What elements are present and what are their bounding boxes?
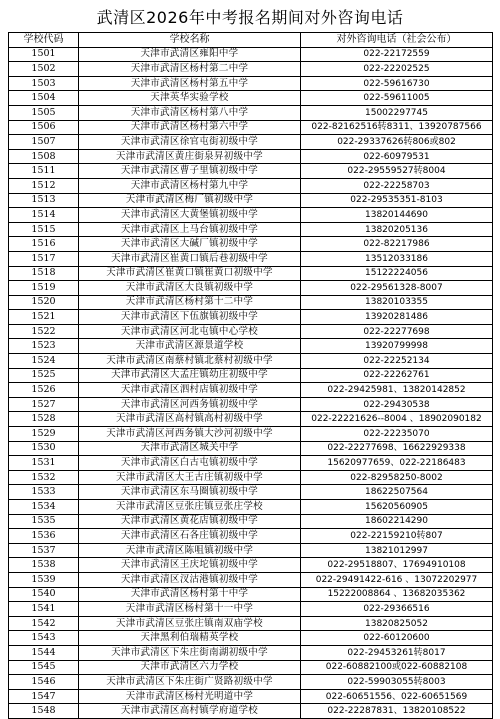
table-row bbox=[9, 529, 493, 544]
phone-cell: 022-22202525 bbox=[301, 62, 493, 77]
school-code-cell: 1529 bbox=[9, 427, 79, 442]
school-name-cell: 天津市武清区南蔡村镇北蔡村初级中学 bbox=[79, 354, 301, 369]
school-code-cell: 1512 bbox=[9, 178, 79, 193]
school-name-cell: 天津市武清区杨村第九中学 bbox=[79, 178, 301, 193]
school-name-cell: 天津市武清区高村镇学府道学校 bbox=[79, 704, 301, 719]
school-name-cell: 天津市武清区河西务镇大沙河初级中学 bbox=[79, 427, 301, 442]
school-code-cell: 1502 bbox=[9, 62, 79, 77]
school-code-cell: 1548 bbox=[9, 704, 79, 719]
phone-cell: 15122224056 bbox=[301, 266, 493, 281]
phone-cell: 022-29430538 bbox=[301, 397, 493, 412]
school-code-cell: 1533 bbox=[9, 485, 79, 500]
phone-cell: 15620560905 bbox=[301, 500, 493, 515]
school-name-cell: 天津市武清区汊沽港镇初级中学 bbox=[79, 572, 301, 587]
school-name-cell: 天津市武清区杨村光明道中学 bbox=[79, 689, 301, 704]
phone-cell: 13920281486 bbox=[301, 310, 493, 325]
phone-cell: 13820144690 bbox=[301, 208, 493, 223]
phone-cell: 13512033186 bbox=[301, 251, 493, 266]
phone-cell: 022-22159210转807 bbox=[301, 529, 493, 544]
phone-cell: 022-22172559 bbox=[301, 47, 493, 62]
school-code-cell: 1523 bbox=[9, 339, 79, 354]
school-name-cell: 天津市武清区杨村第十一中学 bbox=[79, 602, 301, 617]
table-row bbox=[9, 689, 493, 704]
table-row bbox=[9, 602, 493, 617]
school-code-cell: 1534 bbox=[9, 500, 79, 515]
table-row bbox=[9, 62, 493, 77]
school-name-cell: 天津英华实验学校 bbox=[79, 91, 301, 106]
school-name-cell: 天津市武清区白古屯镇初级中学 bbox=[79, 456, 301, 471]
school-name-cell: 天津市武清区下朱庄街广贤路初级中学 bbox=[79, 675, 301, 690]
school-code-cell: 1503 bbox=[9, 76, 79, 91]
school-name-cell: 天津市武清区王庆坨镇初级中学 bbox=[79, 558, 301, 573]
school-code-cell: 1517 bbox=[9, 251, 79, 266]
school-name-cell: 天津市武清区曹子里镇初级中学 bbox=[79, 164, 301, 179]
table-row bbox=[9, 645, 493, 660]
school-code-cell: 1515 bbox=[9, 222, 79, 237]
school-name-cell: 天津市武清区崔黄口镇崔黄口初级中学 bbox=[79, 266, 301, 281]
phone-cell: 022-59903055转8003 bbox=[301, 675, 493, 690]
phone-cell: 022-82958250-8002 bbox=[301, 470, 493, 485]
table-row bbox=[9, 456, 493, 471]
school-name-cell: 天津市武清区杨村第十二中学 bbox=[79, 295, 301, 310]
school-name-cell: 天津市武清区源景道学校 bbox=[79, 339, 301, 354]
school-name-cell: 天津市武清区杨村第八中学 bbox=[79, 105, 301, 120]
phone-cell: 15620977659、022-22186483 bbox=[301, 456, 493, 471]
phone-cell: 022-29491422-616 、13072202977 bbox=[301, 572, 493, 587]
school-name-cell: 天津市武清区下伍旗镇初级中学 bbox=[79, 310, 301, 325]
school-name-cell: 天津市武清区杨村第五中学 bbox=[79, 76, 301, 91]
table-row bbox=[9, 222, 493, 237]
school-name-cell: 天津市武清区大孟庄镇幼庄初级中学 bbox=[79, 368, 301, 383]
school-code-cell: 1532 bbox=[9, 470, 79, 485]
phone-cell: 13920799998 bbox=[301, 339, 493, 354]
school-code-cell: 1546 bbox=[9, 675, 79, 690]
phone-cell: 18602214290 bbox=[301, 514, 493, 529]
school-code-cell: 1531 bbox=[9, 456, 79, 471]
school-code-cell: 1547 bbox=[9, 689, 79, 704]
table-body bbox=[9, 47, 493, 718]
table-row bbox=[9, 383, 493, 398]
school-name-cell: 天津市武清区城关中学 bbox=[79, 441, 301, 456]
school-code-cell: 1501 bbox=[9, 47, 79, 62]
table-row bbox=[9, 485, 493, 500]
school-code-cell: 1514 bbox=[9, 208, 79, 223]
header-school-name: 学校名称 bbox=[79, 33, 301, 48]
school-code-cell: 1544 bbox=[9, 645, 79, 660]
phone-cell: 022-22258703 bbox=[301, 178, 493, 193]
school-code-cell: 1528 bbox=[9, 412, 79, 427]
school-code-cell: 1516 bbox=[9, 237, 79, 252]
table-row bbox=[9, 514, 493, 529]
table-row bbox=[9, 397, 493, 412]
table-row bbox=[9, 135, 493, 150]
school-code-cell: 1536 bbox=[9, 529, 79, 544]
school-name-cell: 天津市武清区黄庄街泉昇初级中学 bbox=[79, 149, 301, 164]
phone-cell: 022-59616730 bbox=[301, 76, 493, 91]
school-code-cell: 1542 bbox=[9, 616, 79, 631]
phone-cell: 022-60651556、022-60651569 bbox=[301, 689, 493, 704]
school-name-cell: 天津市武清区梅厂镇初级中学 bbox=[79, 193, 301, 208]
phone-cell: 022-22277698、16622929338 bbox=[301, 441, 493, 456]
header-school-code: 学校代码 bbox=[9, 33, 79, 48]
phone-cell: 18622507564 bbox=[301, 485, 493, 500]
table-row bbox=[9, 266, 493, 281]
table-row bbox=[9, 543, 493, 558]
school-name-cell: 天津市武清区大碱厂镇初级中学 bbox=[79, 237, 301, 252]
school-name-cell: 天津市武清区河西务镇初级中学 bbox=[79, 397, 301, 412]
table-row bbox=[9, 427, 493, 442]
phone-cell: 022-29535351-8103 bbox=[301, 193, 493, 208]
phone-cell: 13820103355 bbox=[301, 295, 493, 310]
table-header-row bbox=[9, 33, 493, 48]
table-row bbox=[9, 500, 493, 515]
phone-cell: 022-29561328-8007 bbox=[301, 281, 493, 296]
phone-cell: 022-29453261转8017 bbox=[301, 645, 493, 660]
table-row bbox=[9, 558, 493, 573]
table-row bbox=[9, 660, 493, 675]
phone-cell: 022-82217986 bbox=[301, 237, 493, 252]
school-name-cell: 天津市武清区六力学校 bbox=[79, 660, 301, 675]
school-code-cell: 1538 bbox=[9, 558, 79, 573]
school-code-cell: 1524 bbox=[9, 354, 79, 369]
school-name-cell: 天津黑利伯瑞精英学校 bbox=[79, 631, 301, 646]
school-name-cell: 天津市武清区下朱庄街南湖初级中学 bbox=[79, 645, 301, 660]
school-name-cell: 天津市武清区崔黄口镇后巷初级中学 bbox=[79, 251, 301, 266]
school-name-cell: 天津市武清区黄花店镇初级中学 bbox=[79, 514, 301, 529]
table-row bbox=[9, 441, 493, 456]
school-name-cell: 天津市武清区陈咀镇初级中学 bbox=[79, 543, 301, 558]
school-code-cell: 1520 bbox=[9, 295, 79, 310]
table-row bbox=[9, 76, 493, 91]
school-name-cell: 天津市武清区高村镇高村初级中学 bbox=[79, 412, 301, 427]
table-row bbox=[9, 281, 493, 296]
school-code-cell: 1504 bbox=[9, 91, 79, 106]
phone-cell: 13820825052 bbox=[301, 616, 493, 631]
phone-cell: 022-22262761 bbox=[301, 368, 493, 383]
school-code-cell: 1526 bbox=[9, 383, 79, 398]
table-row bbox=[9, 91, 493, 106]
school-code-cell: 1525 bbox=[9, 368, 79, 383]
school-code-cell: 1539 bbox=[9, 572, 79, 587]
school-code-cell: 1535 bbox=[9, 514, 79, 529]
school-code-cell: 1513 bbox=[9, 193, 79, 208]
phone-cell: 022-59611005 bbox=[301, 91, 493, 106]
school-name-cell: 天津市武清区豆张庄镇南双庙学校 bbox=[79, 616, 301, 631]
school-name-cell: 天津市武清区河北屯镇中心学校 bbox=[79, 324, 301, 339]
school-name-cell: 天津市武清区徐官屯街初级中学 bbox=[79, 135, 301, 150]
page-title: 武清区2026年中考报名期间对外咨询电话 bbox=[96, 8, 404, 27]
phone-cell: 022-22277698 bbox=[301, 324, 493, 339]
phone-cell: 022-82162516转8311、13920787566 bbox=[301, 120, 493, 135]
phone-cell: 022-60979531 bbox=[301, 149, 493, 164]
table-row bbox=[9, 368, 493, 383]
school-code-cell: 1508 bbox=[9, 149, 79, 164]
phone-cell: 022-29337626转806或802 bbox=[301, 135, 493, 150]
table-row bbox=[9, 251, 493, 266]
table-row bbox=[9, 704, 493, 719]
table-row bbox=[9, 616, 493, 631]
table-row bbox=[9, 631, 493, 646]
table-row bbox=[9, 354, 493, 369]
school-name-cell: 天津市武清区东马圈镇初级中学 bbox=[79, 485, 301, 500]
school-name-cell: 天津市武清区豆张庄镇豆张庄学校 bbox=[79, 500, 301, 515]
school-name-cell: 天津市武清区上马台镇初级中学 bbox=[79, 222, 301, 237]
table-row bbox=[9, 587, 493, 602]
table-row bbox=[9, 149, 493, 164]
school-code-cell: 1519 bbox=[9, 281, 79, 296]
school-code-cell: 1505 bbox=[9, 105, 79, 120]
school-name-cell: 天津市武清区雍阳中学 bbox=[79, 47, 301, 62]
phone-cell: 022-60882100或022-60882108 bbox=[301, 660, 493, 675]
school-code-cell: 1543 bbox=[9, 631, 79, 646]
table-row bbox=[9, 310, 493, 325]
table-row bbox=[9, 675, 493, 690]
table-row bbox=[9, 120, 493, 135]
phone-cell: 022-29518807、17694910108 bbox=[301, 558, 493, 573]
school-name-cell: 天津市武清区杨村第二中学 bbox=[79, 62, 301, 77]
phone-cell: 022-60120600 bbox=[301, 631, 493, 646]
phone-cell: 022-22252134 bbox=[301, 354, 493, 369]
table-row bbox=[9, 572, 493, 587]
school-code-cell: 1545 bbox=[9, 660, 79, 675]
school-code-cell: 1518 bbox=[9, 266, 79, 281]
phone-cell: 022-29559527转8004 bbox=[301, 164, 493, 179]
contact-table bbox=[8, 32, 493, 719]
school-code-cell: 1541 bbox=[9, 602, 79, 617]
phone-cell: 022-22235070 bbox=[301, 427, 493, 442]
header-phone: 对外咨询电话（社会公布） bbox=[301, 33, 493, 48]
phone-cell: 022-29425981、13820142852 bbox=[301, 383, 493, 398]
school-code-cell: 1540 bbox=[9, 587, 79, 602]
table-row bbox=[9, 295, 493, 310]
table-row bbox=[9, 208, 493, 223]
table-row bbox=[9, 193, 493, 208]
school-name-cell: 天津市武清区大黄堡镇初级中学 bbox=[79, 208, 301, 223]
school-code-cell: 1521 bbox=[9, 310, 79, 325]
school-code-cell: 1537 bbox=[9, 543, 79, 558]
phone-cell: 022-22221626--8004 、18902090182 bbox=[301, 412, 493, 427]
school-name-cell: 天津市武清区泗村店镇初级中学 bbox=[79, 383, 301, 398]
table-row bbox=[9, 178, 493, 193]
table-row bbox=[9, 105, 493, 120]
school-name-cell: 天津市武清区大王古庄镇初级中学 bbox=[79, 470, 301, 485]
school-name-cell: 天津市武清区石各庄镇初级中学 bbox=[79, 529, 301, 544]
phone-cell: 022-29366516 bbox=[301, 602, 493, 617]
school-code-cell: 1506 bbox=[9, 120, 79, 135]
phone-cell: 13821012997 bbox=[301, 543, 493, 558]
school-code-cell: 1530 bbox=[9, 441, 79, 456]
table-row bbox=[9, 237, 493, 252]
school-name-cell: 天津市武清区杨村第六中学 bbox=[79, 120, 301, 135]
phone-cell: 15002297745 bbox=[301, 105, 493, 120]
school-code-cell: 1522 bbox=[9, 324, 79, 339]
school-code-cell: 1507 bbox=[9, 135, 79, 150]
table-row bbox=[9, 412, 493, 427]
school-code-cell: 1511 bbox=[9, 164, 79, 179]
phone-cell: 15222008864 、13682035362 bbox=[301, 587, 493, 602]
phone-cell: 022-22287831、13820108522 bbox=[301, 704, 493, 719]
school-name-cell: 天津市武清区杨村第十中学 bbox=[79, 587, 301, 602]
phone-cell: 13820205136 bbox=[301, 222, 493, 237]
table-row bbox=[9, 339, 493, 354]
school-code-cell: 1527 bbox=[9, 397, 79, 412]
table-row bbox=[9, 324, 493, 339]
table-row bbox=[9, 164, 493, 179]
school-name-cell: 天津市武清区大良镇初级中学 bbox=[79, 281, 301, 296]
table-row bbox=[9, 470, 493, 485]
table-row bbox=[9, 47, 493, 62]
